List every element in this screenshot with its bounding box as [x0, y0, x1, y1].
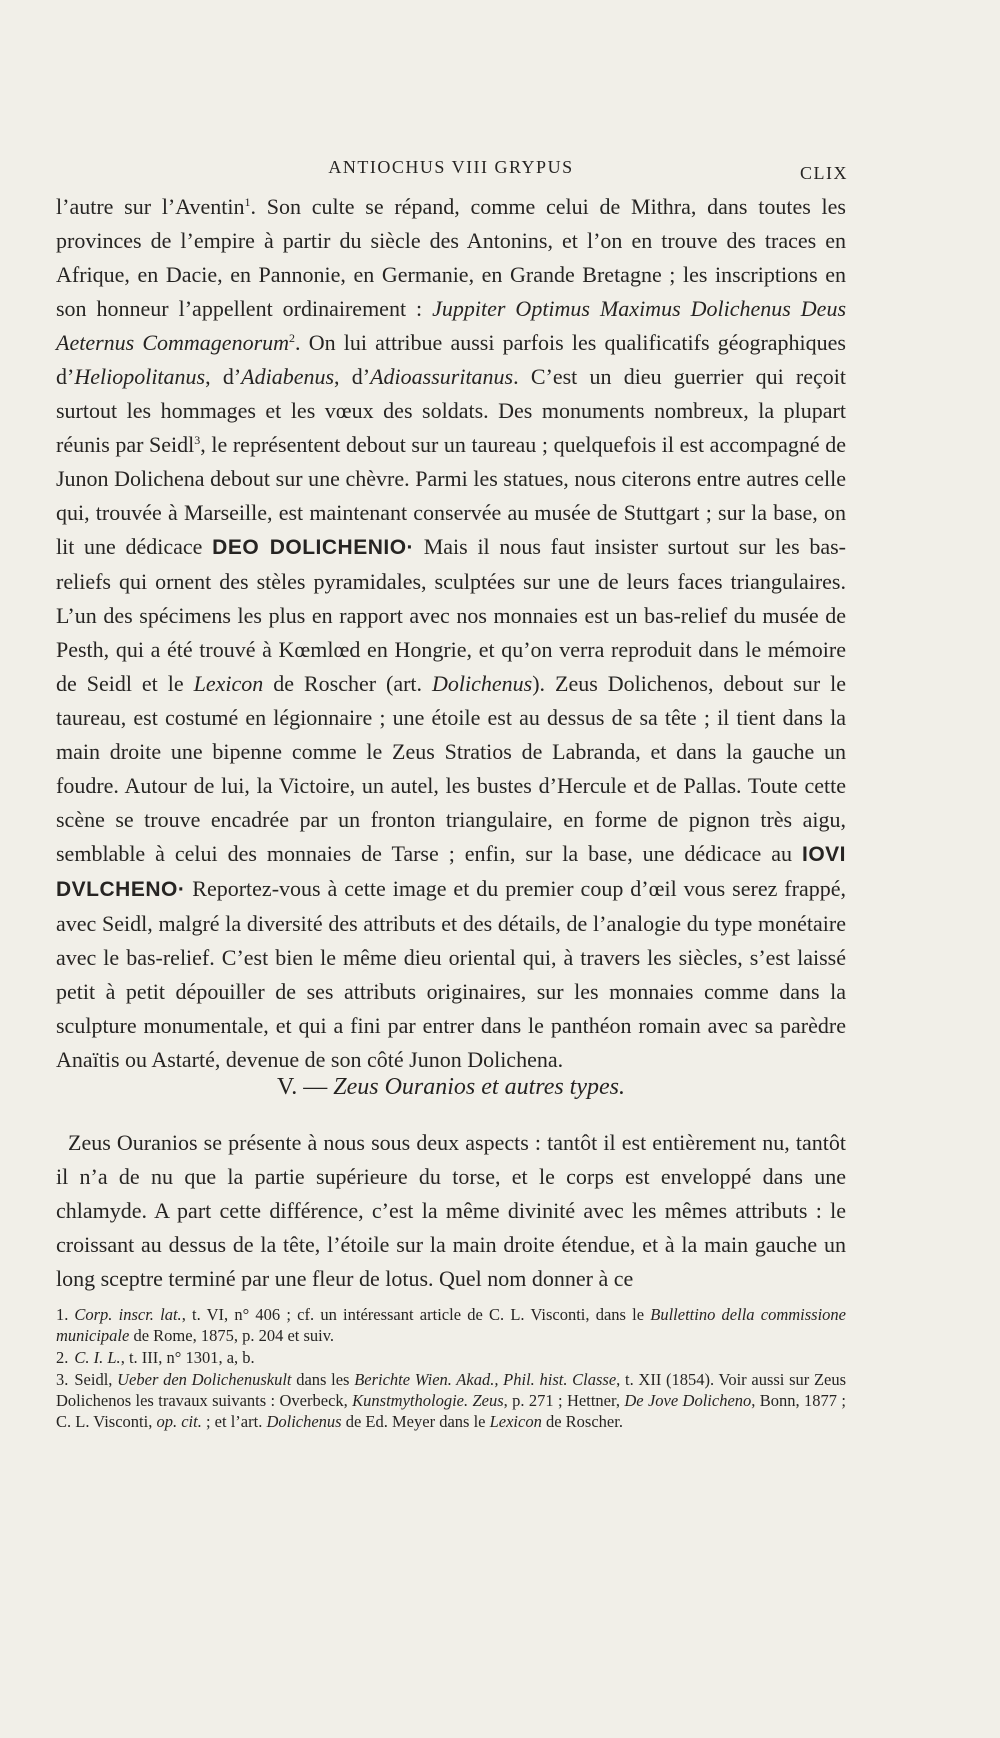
footnote-1	[56, 1304, 846, 1346]
running-title: ANTIOCHUS VIII GRYPUS	[328, 157, 574, 177]
running-head	[56, 152, 846, 182]
footnote-number: 1.	[56, 1305, 69, 1324]
body-text	[56, 190, 846, 1077]
paragraph	[56, 190, 846, 1077]
citation-italic: C. I. L.	[74, 1348, 121, 1367]
epithet-italic: Heliopolitanus	[74, 364, 206, 389]
footnote-number: 3.	[56, 1370, 69, 1389]
footnote-ref-3[interactable]: 3	[194, 433, 201, 447]
citation-italic: Bullettino della commissione municipale	[56, 1305, 846, 1345]
section-title: Zeus Ouranios et autres types.	[333, 1074, 625, 1100]
text-run: , d’	[205, 364, 242, 389]
text-run: Seidl,	[74, 1370, 118, 1389]
footnote-2	[56, 1347, 846, 1368]
text-run: , le représentent debout sur un taureau ; quelquefois il est accompagné de Junon Dolichena debout sur une chèvre. Parmi les statues, nous citerons entre autres celle qui, trouvée à Marseille, est maintenant conservée au musée de Stuttgart ; sur la base, on lit une dédicace	[56, 432, 846, 559]
citation-italic: De Jove Dolicheno	[624, 1391, 752, 1410]
title-italic: Lexicon	[193, 671, 264, 696]
text-run: de Rome, 1875, p. 204 et suiv.	[129, 1326, 335, 1345]
paragraph: Zeus Ouranios se présente à nous sous deux aspects : tantôt il est entièrement nu, tantôt il n’a de nu que la partie supérieure du torse, et le corps est enveloppé dans une chlamyde. A part cette différence, c’est la même divinité avec les mêmes attributs : le croissant au dessus de la tête, l’étoile sur la main droite étendue, et à la main gauche un long sceptre terminé par une fleur de lotus. Quel nom donner à ce	[56, 1130, 846, 1291]
citation-italic: Kunstmythologie. Zeus	[352, 1391, 504, 1410]
citation-italic: Dolichenus	[266, 1412, 342, 1431]
text-run: ). Zeus Dolichenos, debout sur le taureau, est costumé en légionnaire ; une étoile est au dessus de sa tête ; il tient dans la main droite une bipenne comme le Zeus Stratios de Labranda, et dans la gauche un foudre. Autour de lui, la Victoire, un autel, les bustes d’Hercule et de Pallas. Toute cette scène se trouve encadrée par un fronton triangulaire, en forme de pignon très aigu, semblable à celui des monnaies de Tarse ; enfin, sur la base, une dédicace au	[56, 671, 847, 866]
footnotes	[56, 1304, 846, 1433]
inscription: IOVI DVLCHENO·	[56, 843, 846, 901]
text-run: , p. 271 ; Hettner,	[503, 1391, 625, 1410]
section-text	[56, 1126, 846, 1296]
citation-italic: Berichte Wien. Akad., Phil. hist. Classe	[354, 1370, 617, 1389]
text-run: l’autre sur l’Aventin	[56, 194, 245, 219]
text-run: dans les	[291, 1370, 355, 1389]
text-run: , d’	[334, 364, 371, 389]
citation-italic: op. cit.	[156, 1412, 202, 1431]
footnote-ref-1[interactable]: 1	[244, 195, 251, 209]
text-run: , t. VI, n° 406 ; cf. un intéressant article de C. L. Visconti, dans le	[181, 1305, 651, 1324]
footnote-number: 2.	[56, 1348, 69, 1367]
text-run: . On lui attribue aussi parfois les qualificatifs géographiques d’	[56, 330, 846, 389]
text-run: , Bonn, 1877 ; C. L. Visconti,	[56, 1391, 847, 1431]
citation-italic: Ueber den Dolichenuskult	[117, 1370, 292, 1389]
section-number: V. —	[276, 1074, 334, 1100]
text-run: de Roscher (art.	[263, 671, 433, 696]
inscription: DEO DOLICHENIO·	[212, 536, 415, 559]
text-run: ; et l’art.	[201, 1412, 267, 1431]
page-number: CLIX	[800, 163, 848, 183]
citation-italic: Corp. inscr. lat.	[74, 1305, 182, 1324]
epithet-italic: Adiabenus	[241, 364, 335, 389]
text-run: Mais il nous faut insister surtout sur les bas-reliefs qui ornent des stèles pyramidales, sculptées sur une de leurs faces triangulaires. L’un des spécimens les plus en rapport avec nos monnaies est un bas-relief du musée de Pesth, qui a été trouvé à Kœmlœd en Hongrie, et qu’on verra reproduit dans le mémoire de Seidl et le	[56, 534, 846, 696]
footnote-3	[56, 1369, 846, 1432]
title-italic: Dolichenus	[432, 671, 533, 696]
epithet-italic: Adioassuritanus	[370, 364, 514, 389]
epithet-italic: Juppiter Optimus Maximus Dolichenus Deus Aeternus Commagenorum	[56, 296, 847, 355]
text-run: , t. XII (1854). Voir aussi sur Zeus Dolichenos les travaux suivants : Overbeck,	[56, 1370, 847, 1410]
citation-italic: Lexicon	[489, 1412, 542, 1431]
section-heading	[56, 1070, 846, 1104]
footnote-ref-2[interactable]: 2	[289, 331, 296, 345]
text-run: . Son culte se répand, comme celui de Mithra, dans toutes les provinces de l’empire à partir du siècle des Antonins, et l’on en trouve des traces en Afrique, en Dacie, en Pannonie, en Germanie, en Grande Bretagne ; les inscriptions en son honneur l’appellent ordinairement :	[56, 194, 846, 321]
text-run: de Ed. Meyer dans le	[341, 1412, 490, 1431]
text-run: . C’est un dieu guerrier qui reçoit surtout les hommages et les vœux des soldats. Des monuments nombreux, la plupart réunis par Seidl	[56, 364, 847, 457]
text-run: de Roscher.	[541, 1412, 623, 1431]
text-run: , t. III, n° 1301, a, b.	[120, 1348, 255, 1367]
text-run: Reportez-vous à cette image et du premier coup d’œil vous serez frappé, avec Seidl, malgré la diversité des attributs et des détails, de l’analogie du type monétaire avec le bas-relief. C’est bien le même dieu oriental qui, à travers les siècles, s’est laissé petit à petit dépouiller de ses attributs originaires, sur les monnaies comme dans la sculpture monumentale, et qui a fini par entrer dans le panthéon romain avec sa parèdre Anaïtis ou Astarté, devenue de son côté Junon Dolichena.	[56, 876, 846, 1072]
